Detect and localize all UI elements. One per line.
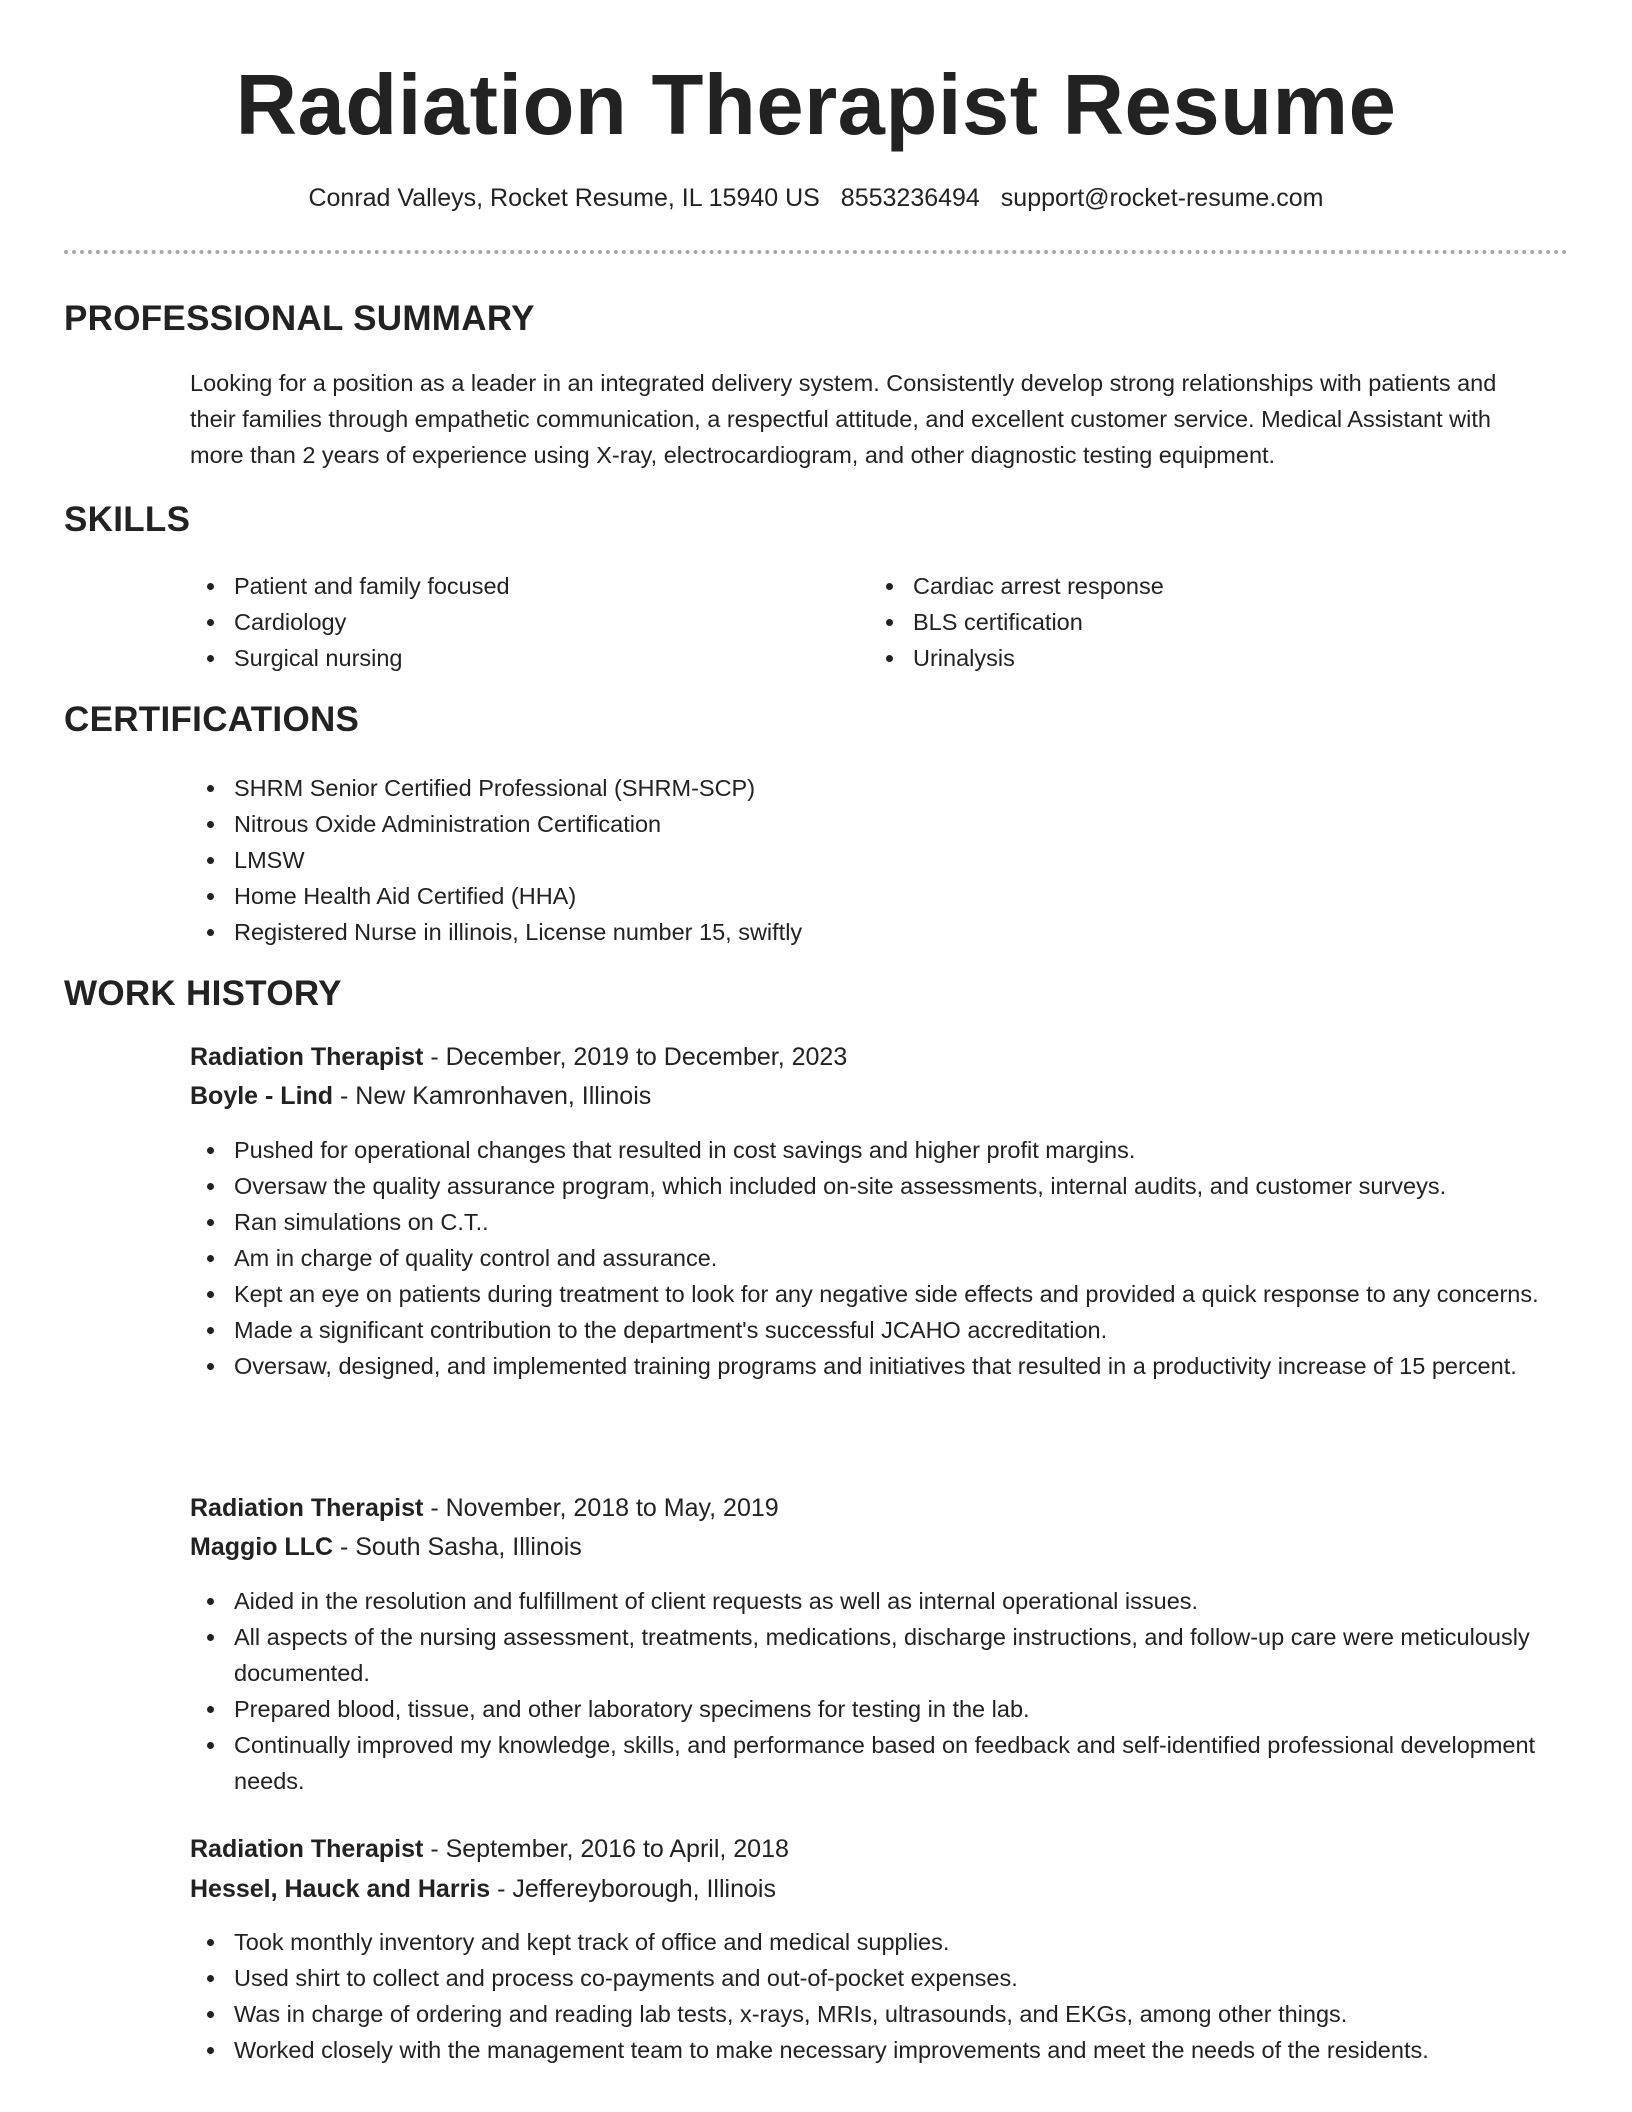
job-company: Boyle - Lind (190, 1082, 334, 1110)
job-location: - New Kamronhaven, Illinois (333, 1082, 652, 1110)
duty-item: Ran simulations on C.T.. (190, 1204, 1540, 1240)
job-dates: - November, 2018 to May, 2019 (423, 1494, 779, 1522)
skill-item: BLS certification (869, 604, 1509, 640)
contact-email: support@rocket-resume.com (1000, 184, 1324, 212)
job-title-line (190, 1038, 847, 1076)
job-dates: - December, 2019 to December, 2023 (423, 1043, 848, 1071)
duty-item: Was in charge of ordering and reading lab tests, x-rays, MRIs, ultrasounds, and EKGs, among other things. (190, 1996, 1540, 2032)
job-location: - South Sasha, Illinois (333, 1533, 582, 1561)
certification-item: SHRM Senior Certified Professional (SHRM-SCP) (190, 770, 1540, 806)
duty-item: Pushed for operational changes that resulted in cost savings and higher profit margins. (190, 1132, 1540, 1168)
duty-item: Am in charge of quality control and assurance. (190, 1240, 1540, 1276)
certifications-heading: CERTIFICATIONS (64, 700, 360, 739)
job-title-line (190, 1489, 779, 1527)
certification-item: LMSW (190, 842, 1540, 878)
duty-item: Continually improved my knowledge, skills, and performance based on feedback and self-identified professional development needs. (190, 1727, 1540, 1799)
skill-item: Cardiology (190, 604, 830, 640)
certification-item: Home Health Aid Certified (HHA) (190, 878, 1540, 914)
duty-item: Prepared blood, tissue, and other laboratory specimens for testing in the lab. (190, 1691, 1540, 1727)
job-company-line (190, 1870, 776, 1908)
work-history-heading: WORK HISTORY (64, 974, 342, 1013)
job-company-line (190, 1528, 582, 1566)
duty-item: Aided in the resolution and fulfillment of client requests as well as internal operational issues. (190, 1583, 1540, 1619)
duty-item: Made a significant contribution to the department's successful JCAHO accreditation. (190, 1312, 1540, 1348)
job-company: Maggio LLC (190, 1533, 334, 1561)
job-title-line (190, 1830, 789, 1868)
contact-phone: 8553236494 (840, 184, 980, 212)
job-company: Hessel, Hauck and Harris (190, 1875, 491, 1903)
duty-item: Kept an eye on patients during treatment to look for any negative side effects and provided a quick response to any concerns. (190, 1276, 1540, 1312)
job-location: - Jeffereyborough, Illinois (490, 1875, 776, 1903)
summary-text: Looking for a position as a leader in an integrated delivery system. Consistently develop strong relationships with patients and their families through empathetic communication, a respectful attitude, and excellent customer service. Medical Assistant with more than 2 years of experience using X-ray, electrocardiogram, and other diagnostic testing equipment. (190, 370, 1497, 468)
duty-item: All aspects of the nursing assessment, treatments, medications, discharge instructions, and follow-up care were meticulously documented. (190, 1619, 1540, 1691)
skills-list-right (869, 568, 1509, 676)
duty-item: Worked closely with the management team to make necessary improvements and meet the needs of the residents. (190, 2032, 1540, 2068)
job-dates: - September, 2016 to April, 2018 (423, 1835, 789, 1863)
skills-heading: SKILLS (64, 500, 191, 539)
skill-item: Patient and family focused (190, 568, 830, 604)
job-role: Radiation Therapist (190, 1835, 424, 1863)
job-role: Radiation Therapist (190, 1043, 424, 1071)
job-duties-list (190, 1132, 1540, 1384)
duty-item: Used shirt to collect and process co-payments and out-of-pocket expenses. (190, 1960, 1540, 1996)
skill-item: Cardiac arrest response (869, 568, 1509, 604)
job-role: Radiation Therapist (190, 1494, 424, 1522)
certifications-list (190, 770, 1540, 950)
summary-heading: PROFESSIONAL SUMMARY (64, 299, 535, 338)
certification-item: Nitrous Oxide Administration Certification (190, 806, 1540, 842)
duty-item: Oversaw the quality assurance program, which included on-site assessments, internal audits, and customer surveys. (190, 1168, 1540, 1204)
skill-item: Urinalysis (869, 640, 1509, 676)
duty-item: Took monthly inventory and kept track of office and medical supplies. (190, 1924, 1540, 1960)
skill-item: Surgical nursing (190, 640, 830, 676)
job-duties-list (190, 1924, 1540, 2068)
duty-item: Oversaw, designed, and implemented training programs and initiatives that resulted in a productivity increase of 15 percent. (190, 1348, 1540, 1384)
job-duties-list (190, 1583, 1540, 1799)
page-title: Radiation Therapist Resume (235, 58, 1397, 153)
skills-list-left (190, 568, 830, 676)
contact-address: Conrad Valleys, Rocket Resume, IL 15940 US (308, 184, 820, 212)
contact-line (0, 180, 1632, 216)
certification-item: Registered Nurse in illinois, License number 15, swiftly (190, 914, 1540, 950)
job-company-line (190, 1077, 651, 1115)
header-divider (64, 250, 1568, 254)
